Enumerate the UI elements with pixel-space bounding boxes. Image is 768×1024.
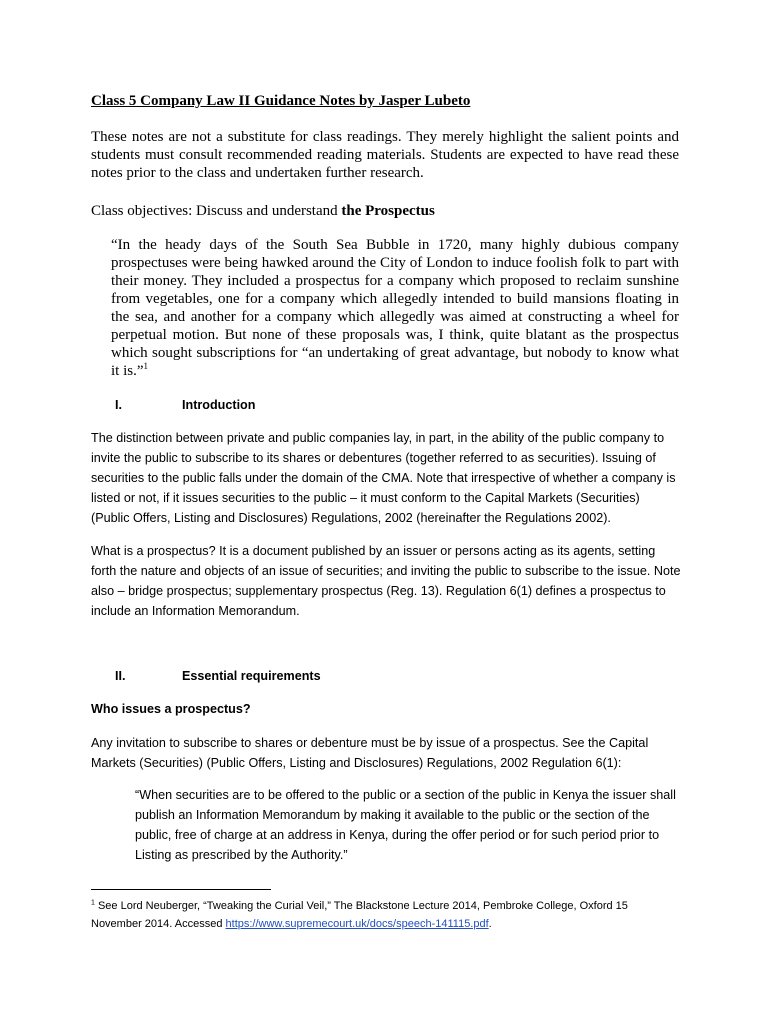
footnote-text: See Lord Neuberger, “Tweaking the Curial Veil,” The Blackstone Lecture 2014, Pembroke College, Oxford 15 November 2014. Accessed: [91, 900, 628, 930]
section-heading-introduction: [115, 395, 415, 415]
intro-paragraph: These notes are not a substitute for class readings. They merely highlight the salient points and students must consult recommended reading materials. Students are expected to have read these notes prior to the class and undertaken further research.: [91, 129, 679, 181]
block-quote-regulation: “When securities are to be offered to the public or a section of the public in Kenya the issuer shall publish an Information Memorandum by making it available to the public or the section of the public, free of charge at an address in Kenya, during the offer period or for such period prior to Listing as prescribed by the Authority.”: [135, 788, 676, 862]
introduction-paragraph-1: The distinction between private and public companies lay, in part, in the ability of the public company to invite the public to subscribe to its shares or debentures (together referred to as securities). Issuing of securities to the public falls under the domain of the CMA. Note that irrespective of whether a company is listed or not, if it issues securities to the public – it must conform to the Capital Markets (Securities) (Public Offers, Listing and Disclosures) Regulations, 2002 (hereinafter the Regulations 2002).: [91, 431, 676, 525]
footnote-end: .: [488, 918, 492, 930]
block-quote-neuberger: [111, 236, 679, 380]
footnote-separator: [91, 889, 271, 890]
section-number: I.: [115, 398, 122, 412]
subheading-who-issues: Who issues a prospectus?: [91, 702, 251, 716]
footnote-reference[interactable]: 1: [143, 361, 148, 371]
document-title: Class 5 Company Law II Guidance Notes by Jasper Lubeto: [91, 93, 471, 109]
objectives-bold: the Prospectus: [341, 203, 435, 219]
footnote: [91, 897, 651, 933]
section-heading-essential-requirements: [115, 666, 415, 686]
section-number: II.: [115, 669, 126, 683]
footnote-link[interactable]: https://www.supremecourt.uk/docs/speech-141115.pdf: [225, 918, 489, 930]
section-title: Introduction: [182, 398, 256, 412]
introduction-paragraph-2: What is a prospectus? It is a document published by an issuer or persons acting as its agents, setting forth the nature and objects of an issue of securities; and inviting the public to subscribe to the issue. Note also – bridge prospectus; supplementary prospectus (Reg. 13). Regulation 6(1) defines a prospectus to include an Information Memorandum.: [91, 544, 681, 618]
footnote-marker: 1: [91, 899, 95, 907]
requirements-paragraph: Any invitation to subscribe to shares or debenture must be by issue of a prospectus. See the Capital Markets (Securities) (Public Offers, Listing and Disclosures) Regulations, 2002 Regulation 6(1):: [91, 736, 649, 770]
class-objectives: [91, 202, 435, 220]
quote-text: “In the heady days of the South Sea Bubble in 1720, many highly dubious company prospectuses were being hawked around the City of London to induce foolish folk to part with their money. They included a prospectus for a company which proposed to reclaim sunshine from vegetables, one for a company which allegedly intended to build mansions floating in the sea, and another for a company which allegedly was aimed at constructing a wheel for perpetual motion. But none of these proposals was, I think, quite blatant as the prospectus which sought subscriptions for “an undertaking of great advantage, but nobody to know what it is.”: [111, 237, 679, 379]
section-title: Essential requirements: [182, 669, 321, 683]
objectives-prefix: Class objectives: Discuss and understand: [91, 203, 342, 219]
